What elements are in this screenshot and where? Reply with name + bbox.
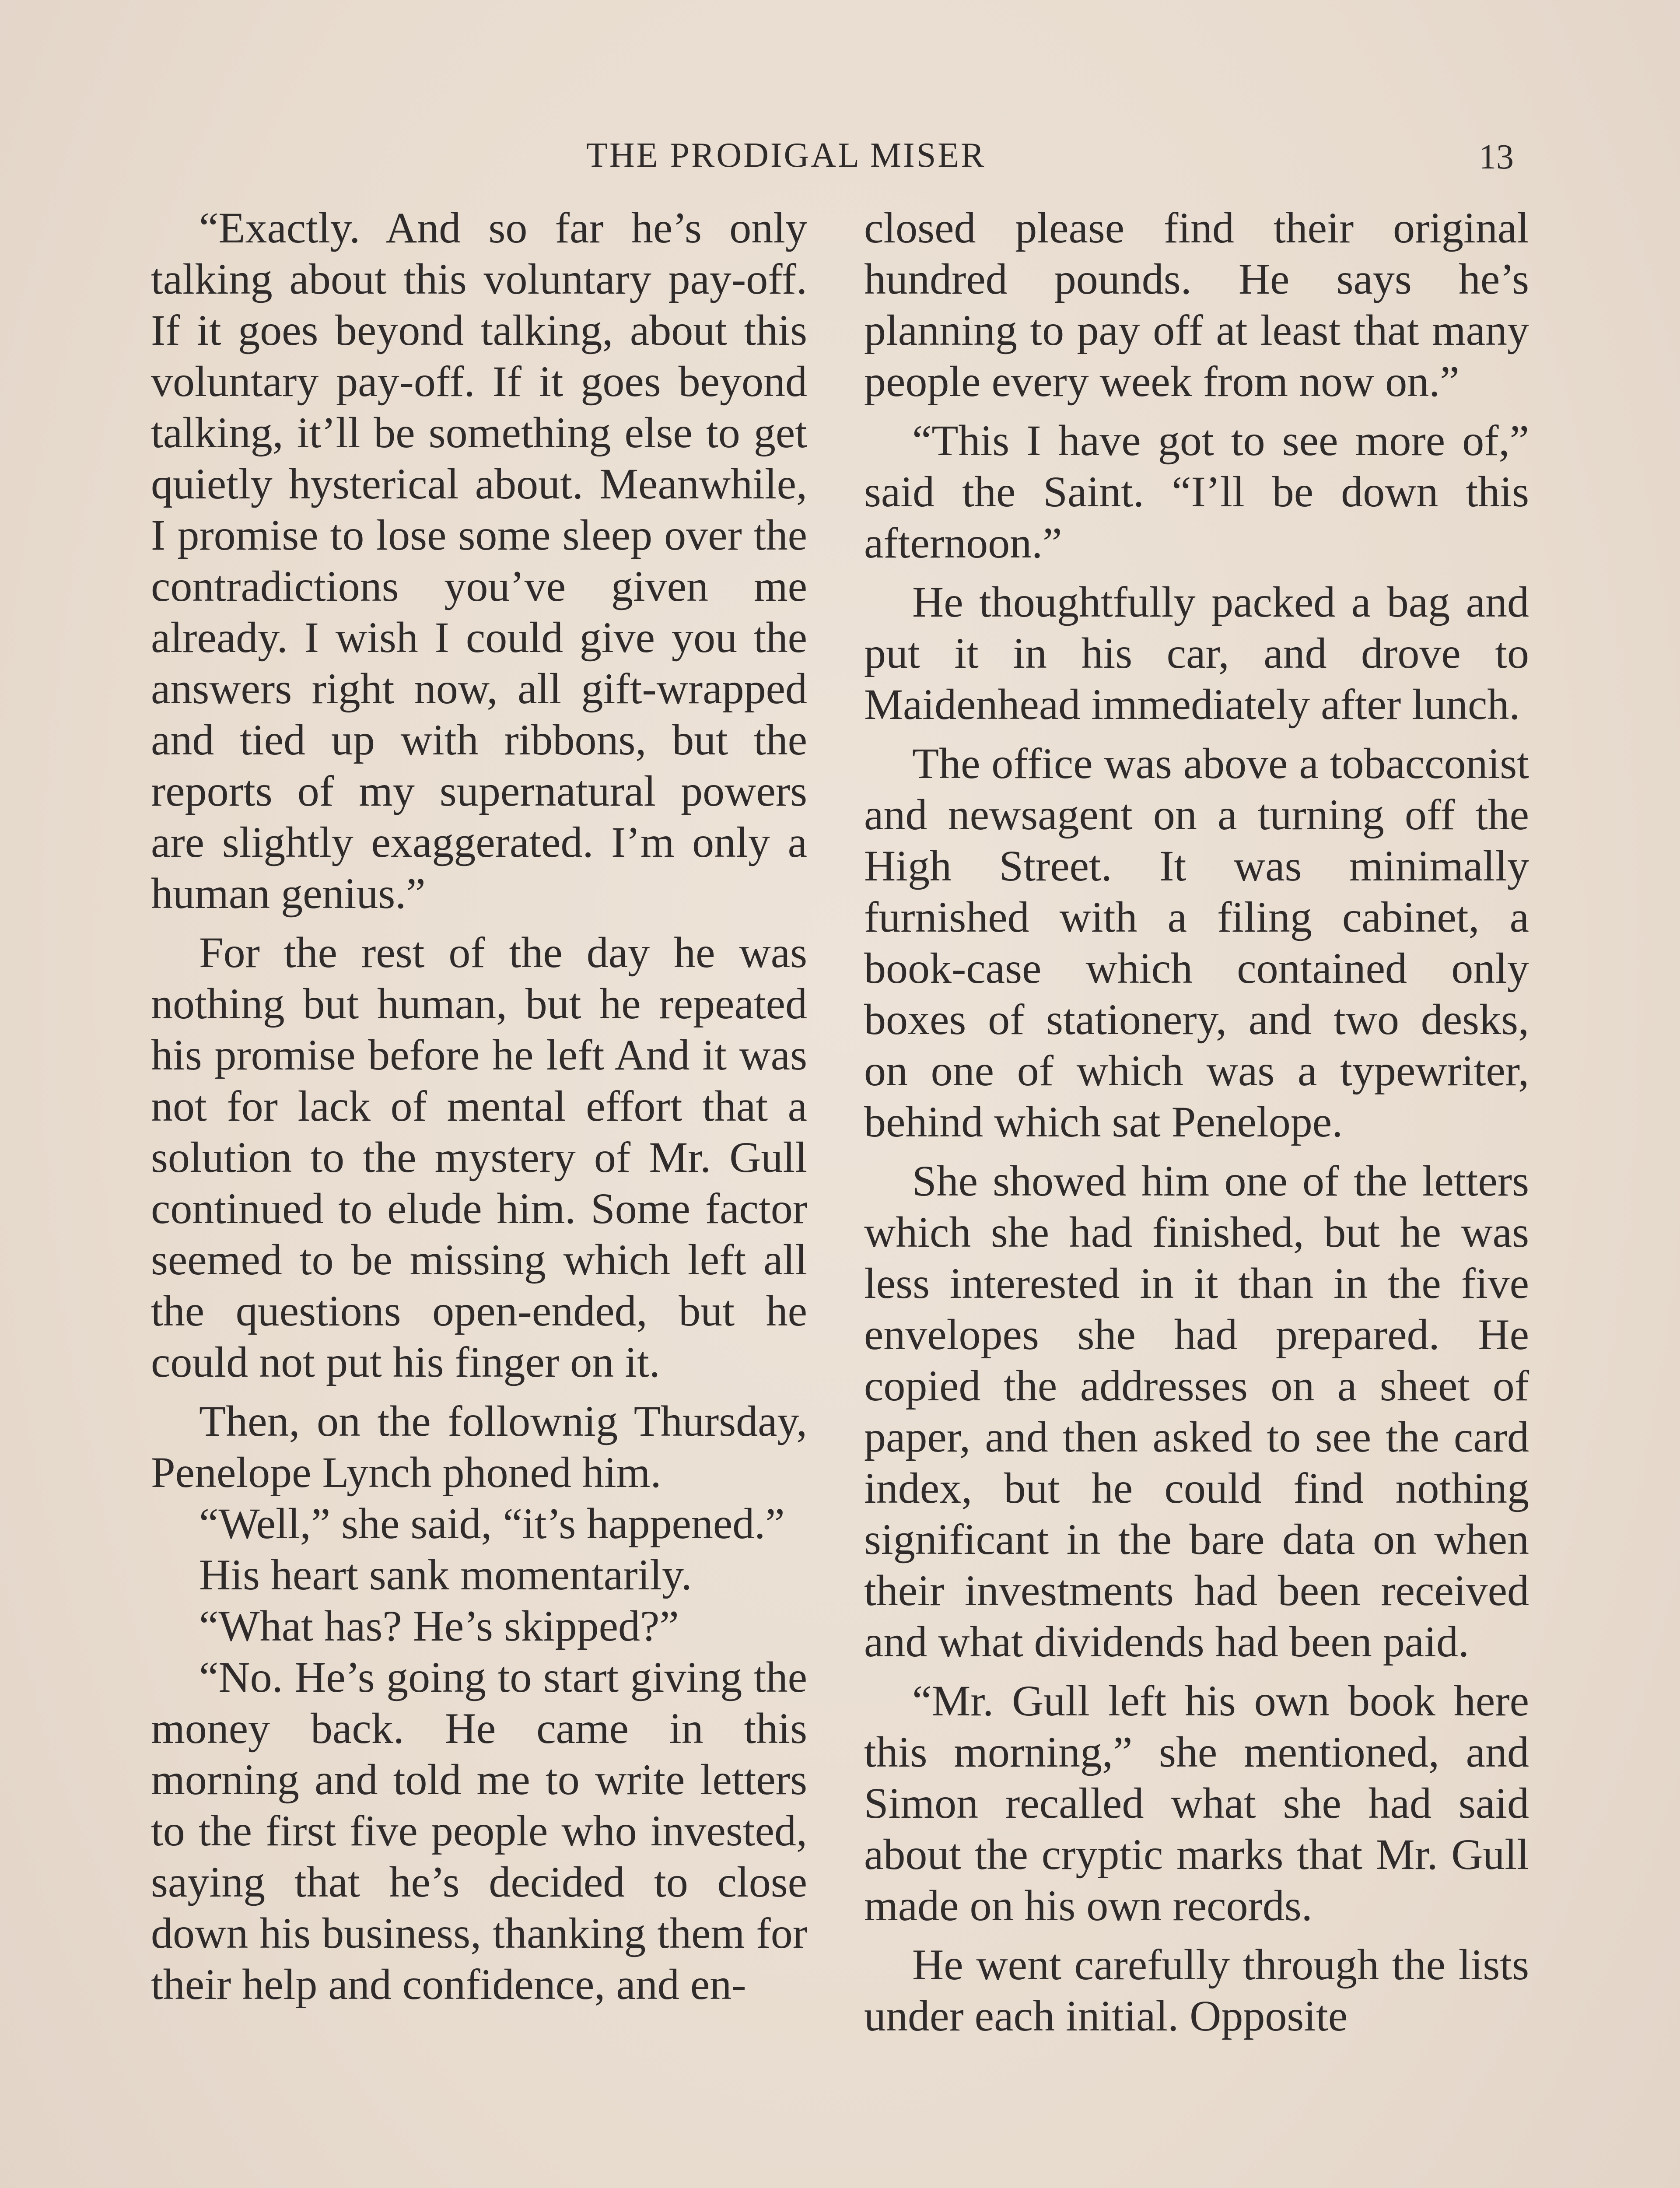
paragraph: “Well,” she said, “it’s happened.” (199, 1499, 785, 1548)
paragraph: Then, on the follownig Thursday, Penelope Lynch phoned him. (151, 1397, 807, 1497)
paragraph: He thoughtfully packed a bag and put it in his car, and drove to Maidenhead immediately after lunch. (864, 578, 1529, 729)
right-column (864, 202, 1529, 2041)
running-title: THE PRODIGAL MISER (586, 136, 986, 175)
paragraph: She showed him one of the letters which she had finished, but he was less interested in it than in the five envelopes she had prepared. He copied the addresses on a sheet of paper, and then asked to see the card index, but he could find nothing significant in the bare data on when their investments had been received and what dividends had been paid. (864, 1157, 1529, 1666)
paragraph: His heart sank momentarily. (199, 1550, 692, 1599)
page-number: 13 (1479, 138, 1514, 176)
paragraph: The office was above a tobacconist and newsagent on a turning off the High Street. It was minimally furnished with a filing cabinet, a book-case which contained only boxes of stationery, and two desks, on one of which was a typewriter, behind which sat Penelope. (864, 739, 1529, 1146)
paragraph: closed please find their original hundred pounds. He says he’s planning to pay off at least that many people every week from now on.” (864, 203, 1529, 406)
paragraph: “Exactly. And so far he’s only talking about this voluntary pay-off. If it goes beyond talking, about this voluntary pay-off. If it goes beyond talking, it’ll be something else to get quietly hysterical about. Meanwhile, I promise to lose some sleep over the contradictions you’ve given me already. I wish I could give you the answers right now, all gift-wrapped and tied up with ribbons, but the reports of my supernatural powers are slightly exaggerated. I’m only a human genius.” (151, 203, 807, 918)
paragraph: “Mr. Gull left his own book here this morning,” she mentioned, and Simon recalled what she had said about the cryptic marks that Mr. Gull made on his own records. (864, 1676, 1529, 1930)
paragraph: He went carefully through the lists under each initial. Opposite (864, 1940, 1529, 2040)
left-column (151, 202, 807, 2010)
paragraph: “This I have got to see more of,” said the Saint. “I’ll be down this afternoon.” (864, 416, 1529, 567)
page-header (0, 131, 1680, 179)
paragraph: “What has? He’s skipped?” (199, 1602, 679, 1650)
paragraph: “No. He’s going to start giving the money back. He came in this morning and told me to write letters to the first five people who invested, saying that he’s decided to close down his business, thanking them for their help and confidence, and en- (151, 1653, 807, 2009)
paragraph: For the rest of the day he was nothing but human, but he repeated his promise before he left And it was not for lack of mental effort that a solution to the mystery of Mr. Gull continued to elude him. Some factor seemed to be missing which left all the questions open-ended, but he could not put his finger on it. (151, 928, 807, 1386)
